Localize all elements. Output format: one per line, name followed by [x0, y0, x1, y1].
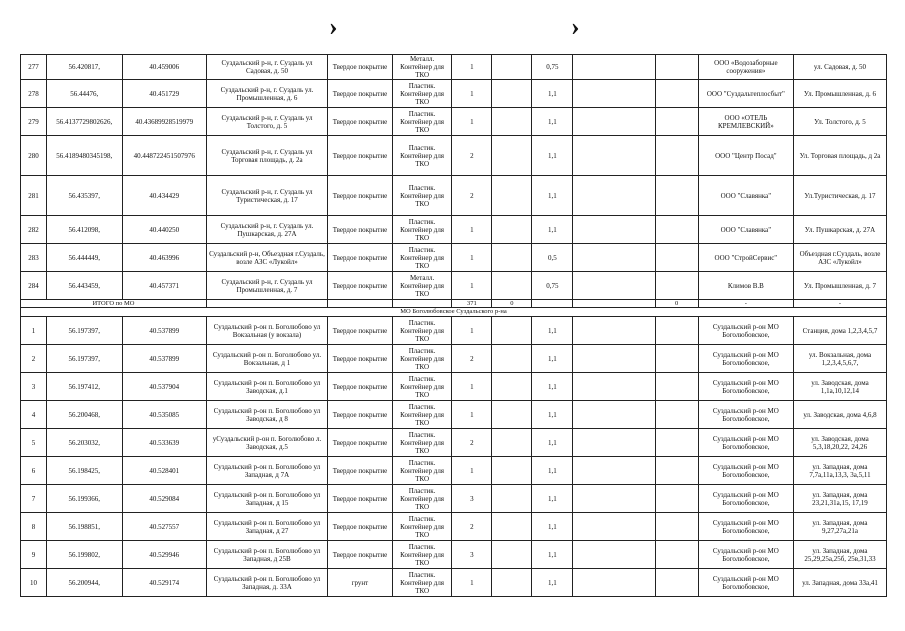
- container-volume: 0,5: [532, 244, 573, 272]
- register-total-block: [21, 300, 887, 317]
- table-row: [21, 244, 887, 272]
- container-volume: 1,1: [532, 429, 573, 457]
- column-7: [492, 55, 532, 80]
- column-10: [655, 373, 698, 401]
- longitude: 40.535085: [122, 401, 206, 429]
- container-count: 1: [452, 457, 492, 485]
- surface-type: Твердое покрытие: [328, 272, 393, 300]
- site-owner: ООО "Суздальтеплосбыт": [698, 80, 793, 108]
- table-row: [21, 457, 887, 485]
- container-count: 1: [452, 373, 492, 401]
- container-volume: 1,1: [532, 485, 573, 513]
- latitude: 56.4189480345198,: [46, 136, 122, 176]
- surface-type: Твердое покрытие: [328, 541, 393, 569]
- row-number: 3: [21, 373, 47, 401]
- punch-mark-right: ›: [571, 12, 580, 41]
- container-type: Пластик. Контейнер для ТКО: [392, 429, 451, 457]
- container-volume: 1,1: [532, 457, 573, 485]
- site-owner: Суздальский р-он МО Боголюбовское,: [698, 485, 793, 513]
- table-row: [21, 485, 887, 513]
- container-count: 1: [452, 80, 492, 108]
- container-count: 1: [452, 317, 492, 345]
- surface-type: Твердое покрытие: [328, 485, 393, 513]
- site-address: Суздальский р-он п. Боголюбово ул Западная, д 25В: [206, 541, 327, 569]
- latitude: 56.443459,: [46, 272, 122, 300]
- latitude: 56.412098,: [46, 216, 122, 244]
- site-owner: Климов В.В: [698, 272, 793, 300]
- container-type: Пластик. Контейнер для ТКО: [392, 244, 451, 272]
- column-9: [573, 401, 655, 429]
- longitude: 40.440250: [122, 216, 206, 244]
- row-number: 1: [21, 317, 47, 345]
- table-row: [21, 136, 887, 176]
- container-volume: 0,75: [532, 272, 573, 300]
- served-addresses: ул. Садовая, д. 50: [793, 55, 886, 80]
- column-9: [573, 108, 655, 136]
- row-number: 5: [21, 429, 47, 457]
- site-address: Суздальский р-он п. Боголюбово ул Заводская, д 8: [206, 401, 327, 429]
- column-7: [492, 345, 532, 373]
- site-address: Суздальский р-н, г. Суздаль ул Промышленная, д. 7: [206, 272, 327, 300]
- latitude: 56.435397,: [46, 176, 122, 216]
- column-9: [573, 216, 655, 244]
- container-count: 1: [452, 401, 492, 429]
- table-row: [21, 272, 887, 300]
- site-owner: Суздальский р-он МО Боголюбовское,: [698, 569, 793, 597]
- table-row: [21, 541, 887, 569]
- container-count: 1: [452, 272, 492, 300]
- surface-type: Твердое покрытие: [328, 244, 393, 272]
- served-addresses: Ул. Промышленная, д. 7: [793, 272, 886, 300]
- container-volume: 1,1: [532, 569, 573, 597]
- container-type: Пластик. Контейнер для ТКО: [392, 317, 451, 345]
- table-row: [21, 55, 887, 80]
- container-volume: 1,1: [532, 216, 573, 244]
- surface-type: Твердое покрытие: [328, 317, 393, 345]
- surface-type: Твердое покрытие: [328, 80, 393, 108]
- latitude: 56.197397,: [46, 345, 122, 373]
- column-10: [655, 541, 698, 569]
- site-address: Суздальский р-он п. Боголюбово ул Западная, д. 33А: [206, 569, 327, 597]
- surface-type: Твердое покрытие: [328, 345, 393, 373]
- served-addresses: ул. Вокзальная, дома 1,2,3,4,5,6,7,: [793, 345, 886, 373]
- longitude: 40.457371: [122, 272, 206, 300]
- container-volume: 1,1: [532, 108, 573, 136]
- table-row: [21, 108, 887, 136]
- site-address: Суздальский р-н, г. Суздаль ул Торговая площадь, д. 2а: [206, 136, 327, 176]
- site-address: Суздальский р-н, г. Суздаль ул Туристическая, д. 17: [206, 176, 327, 216]
- container-volume: 0,75: [532, 55, 573, 80]
- column-7: [492, 108, 532, 136]
- latitude: 56.197412,: [46, 373, 122, 401]
- container-volume: 1,1: [532, 136, 573, 176]
- served-addresses: ул. Заводская, дома 4,6,8: [793, 401, 886, 429]
- column-9: [573, 136, 655, 176]
- column-9: [573, 429, 655, 457]
- container-type: Пластик. Контейнер для ТКО: [392, 345, 451, 373]
- total-location: -: [793, 300, 886, 308]
- served-addresses: ул. Западная, дома 25,29,25а,25б, 25в,31,33: [793, 541, 886, 569]
- container-count: 1: [452, 244, 492, 272]
- site-address: Суздальский р-н, г. Суздаль ул. Промышленная, д. 6: [206, 80, 327, 108]
- column-9: [573, 55, 655, 80]
- surface-type: Твердое покрытие: [328, 429, 393, 457]
- site-owner: Суздальский р-он МО Боголюбовское,: [698, 373, 793, 401]
- column-9: [573, 345, 655, 373]
- container-type: Пластик. Контейнер для ТКО: [392, 80, 451, 108]
- latitude: 56.199802,: [46, 541, 122, 569]
- table-row: [21, 513, 887, 541]
- longitude: 40.463996: [122, 244, 206, 272]
- served-addresses: ул. Западная, дома 23,21,31а,15, 17,19: [793, 485, 886, 513]
- container-type: Металл. Контейнер для ТКО: [392, 272, 451, 300]
- container-type: Пластик. Контейнер для ТКО: [392, 485, 451, 513]
- latitude: 56.444449,: [46, 244, 122, 272]
- site-owner: ООО «Водозаборные сооружения»: [698, 55, 793, 80]
- row-number: 280: [21, 136, 47, 176]
- column-9: [573, 485, 655, 513]
- table-row: [21, 569, 887, 597]
- column-10: [655, 345, 698, 373]
- column-7: [492, 373, 532, 401]
- total-count: 371: [452, 300, 492, 308]
- site-address: Суздальский р-н, г. Суздаль ул. Пушкарская, д. 27А: [206, 216, 327, 244]
- site-owner: ООО "Славянка": [698, 216, 793, 244]
- column-10: [655, 513, 698, 541]
- column-7: [492, 244, 532, 272]
- latitude: 56.420817,: [46, 55, 122, 80]
- site-owner: Суздальский р-он МО Боголюбовское,: [698, 401, 793, 429]
- site-address: Суздальский р-н, г. Суздаль ул Садовая, д. 50: [206, 55, 327, 80]
- longitude: 40.434429: [122, 176, 206, 216]
- latitude: 56.200468,: [46, 401, 122, 429]
- site-address: Суздальский р-н, Объездная г.Суздаль, возле АЗС «Лукойл»: [206, 244, 327, 272]
- row-number: 277: [21, 55, 47, 80]
- container-type: Пластик. Контейнер для ТКО: [392, 541, 451, 569]
- served-addresses: Ул.Туристическая, д. 17: [793, 176, 886, 216]
- site-owner: Суздальский р-он МО Боголюбовское,: [698, 345, 793, 373]
- latitude: 56.44476,: [46, 80, 122, 108]
- container-volume: 1,1: [532, 541, 573, 569]
- row-number: 279: [21, 108, 47, 136]
- total-owner: -: [698, 300, 793, 308]
- column-9: [573, 569, 655, 597]
- surface-type: Твердое покрытие: [328, 373, 393, 401]
- container-type: Пластик. Контейнер для ТКО: [392, 176, 451, 216]
- total-col10: 0: [655, 300, 698, 308]
- container-volume: 1,1: [532, 317, 573, 345]
- served-addresses: Ул. Промышленная, д. 6: [793, 80, 886, 108]
- column-7: [492, 457, 532, 485]
- column-10: [655, 272, 698, 300]
- column-10: [655, 401, 698, 429]
- latitude: 56.198851,: [46, 513, 122, 541]
- container-type: Пластик. Контейнер для ТКО: [392, 401, 451, 429]
- column-7: [492, 272, 532, 300]
- row-number: 10: [21, 569, 47, 597]
- column-10: [655, 108, 698, 136]
- column-7: [492, 80, 532, 108]
- longitude: 40.43689928519979: [122, 108, 206, 136]
- table-row: [21, 176, 887, 216]
- longitude: 40.451729: [122, 80, 206, 108]
- container-volume: 1,1: [532, 176, 573, 216]
- waste-sites-register-table: [20, 54, 887, 597]
- container-type: Пластик. Контейнер для ТКО: [392, 373, 451, 401]
- longitude: 40.527557: [122, 513, 206, 541]
- column-7: [492, 317, 532, 345]
- section-header-row: [21, 308, 887, 317]
- surface-type: Твердое покрытие: [328, 457, 393, 485]
- site-address: Суздальский р-он п. Боголюбово ул Западная, д 7А: [206, 457, 327, 485]
- site-address: Суздальский р-н, г. Суздаль ул Толстого, д. 5: [206, 108, 327, 136]
- row-number: 281: [21, 176, 47, 216]
- total-label: ИТОГО по МО: [21, 300, 207, 308]
- column-10: [655, 485, 698, 513]
- column-10: [655, 136, 698, 176]
- surface-type: Твердое покрытие: [328, 108, 393, 136]
- column-9: [573, 513, 655, 541]
- surface-type: Твердое покрытие: [328, 401, 393, 429]
- served-addresses: ул. Заводская, дома 1,1а,10,12,14: [793, 373, 886, 401]
- column-10: [655, 429, 698, 457]
- surface-type: Твердое покрытие: [328, 176, 393, 216]
- container-volume: 1,1: [532, 513, 573, 541]
- latitude: 56.199366,: [46, 485, 122, 513]
- column-7: [492, 176, 532, 216]
- row-number: 7: [21, 485, 47, 513]
- column-7: [492, 136, 532, 176]
- container-count: 1: [452, 108, 492, 136]
- longitude: 40.529946: [122, 541, 206, 569]
- container-count: 2: [452, 136, 492, 176]
- site-owner: Суздальский р-он МО Боголюбовское,: [698, 457, 793, 485]
- column-9: [573, 541, 655, 569]
- surface-type: Твердое покрытие: [328, 136, 393, 176]
- longitude: 40.533639: [122, 429, 206, 457]
- container-type: Металл. Контейнер для ТКО: [392, 55, 451, 80]
- longitude: 40.528401: [122, 457, 206, 485]
- container-count: 2: [452, 429, 492, 457]
- row-number: 8: [21, 513, 47, 541]
- longitude: 40.529174: [122, 569, 206, 597]
- surface-type: Твердое покрытие: [328, 55, 393, 80]
- column-7: [492, 513, 532, 541]
- longitude: 40.537904: [122, 373, 206, 401]
- container-type: Пластик. Контейнер для ТКО: [392, 216, 451, 244]
- table-row: [21, 216, 887, 244]
- served-addresses: Ул. Пушкарская, д. 27А: [793, 216, 886, 244]
- served-addresses: Объездная г.Суздаль, возле АЗС «Лукойл»: [793, 244, 886, 272]
- longitude: 40.537899: [122, 345, 206, 373]
- column-9: [573, 272, 655, 300]
- row-number: 2: [21, 345, 47, 373]
- column-9: [573, 244, 655, 272]
- site-owner: Суздальский р-он МО Боголюбовское,: [698, 541, 793, 569]
- container-type: Пластик. Контейнер для ТКО: [392, 513, 451, 541]
- column-10: [655, 569, 698, 597]
- table-row: [21, 80, 887, 108]
- column-7: [492, 569, 532, 597]
- table-row: [21, 317, 887, 345]
- site-owner: ООО «ОТЕЛЬ КРЕМЛЕВСКИЙ»: [698, 108, 793, 136]
- row-number: 4: [21, 401, 47, 429]
- longitude: 40.537899: [122, 317, 206, 345]
- column-7: [492, 429, 532, 457]
- container-count: 2: [452, 176, 492, 216]
- site-owner: Суздальский р-он МО Боголюбовское,: [698, 513, 793, 541]
- container-type: Пластик. Контейнер для ТКО: [392, 457, 451, 485]
- row-number: 278: [21, 80, 47, 108]
- column-7: [492, 216, 532, 244]
- surface-type: грунт: [328, 569, 393, 597]
- table-row: [21, 429, 887, 457]
- column-7: [492, 485, 532, 513]
- longitude: 40.529084: [122, 485, 206, 513]
- table-row: [21, 373, 887, 401]
- latitude: 56.197397,: [46, 317, 122, 345]
- container-count: 2: [452, 345, 492, 373]
- column-10: [655, 176, 698, 216]
- served-addresses: Ул. Торговая площадь, д 2а: [793, 136, 886, 176]
- container-type: Пластик. Контейнер для ТКО: [392, 569, 451, 597]
- latitude: 56.200944,: [46, 569, 122, 597]
- container-type: Пластик. Контейнер для ТКО: [392, 136, 451, 176]
- latitude: 56.203032,: [46, 429, 122, 457]
- column-9: [573, 176, 655, 216]
- served-addresses: ул. Заводская, дома 5,3,18,20,22, 24,26: [793, 429, 886, 457]
- row-number: 282: [21, 216, 47, 244]
- table-row: [21, 401, 887, 429]
- column-10: [655, 244, 698, 272]
- latitude: 56.4137729802626,: [46, 108, 122, 136]
- served-addresses: Ул. Толстого, д. 5: [793, 108, 886, 136]
- latitude: 56.198425,: [46, 457, 122, 485]
- container-count: 3: [452, 541, 492, 569]
- column-7: [492, 541, 532, 569]
- container-count: 2: [452, 513, 492, 541]
- served-addresses: Станция, дома 1,2,3,4,5,7: [793, 317, 886, 345]
- served-addresses: ул. Западная, дома 33а,41: [793, 569, 886, 597]
- container-volume: 1,1: [532, 373, 573, 401]
- register-rows-second-block: [21, 317, 887, 597]
- column-10: [655, 80, 698, 108]
- column-7: [492, 401, 532, 429]
- total-col7: 0: [492, 300, 532, 308]
- surface-type: Твердое покрытие: [328, 513, 393, 541]
- site-owner: Суздальский р-он МО Боголюбовское,: [698, 429, 793, 457]
- site-address: Суздальский р-он п. Боголюбово ул Вокзальная (у вокзала): [206, 317, 327, 345]
- site-address: Суздальский р-он п. Боголюбово ул Заводская, д.1: [206, 373, 327, 401]
- column-9: [573, 317, 655, 345]
- row-number: 6: [21, 457, 47, 485]
- container-volume: 1,1: [532, 80, 573, 108]
- container-count: 1: [452, 569, 492, 597]
- column-10: [655, 317, 698, 345]
- site-address: Суздальский р-он п. Боголюбово ул Западная, д 15: [206, 485, 327, 513]
- container-count: 1: [452, 216, 492, 244]
- site-address: Суздальский р-он п. Боголюбово ул Западная, д 27: [206, 513, 327, 541]
- column-9: [573, 373, 655, 401]
- site-owner: ООО "Центр Посад": [698, 136, 793, 176]
- register-rows-first-block: [21, 55, 887, 300]
- container-volume: 1,1: [532, 401, 573, 429]
- container-count: 3: [452, 485, 492, 513]
- site-owner: ООО "Славянка": [698, 176, 793, 216]
- column-10: [655, 216, 698, 244]
- column-10: [655, 55, 698, 80]
- container-count: 1: [452, 55, 492, 80]
- site-owner: ООО "СтройСервис": [698, 244, 793, 272]
- served-addresses: ул. Западная, дома 7,7а,11а,13,3, 3а,5,11: [793, 457, 886, 485]
- punch-mark-left: ›: [329, 12, 338, 41]
- surface-type: Твердое покрытие: [328, 216, 393, 244]
- row-number: 284: [21, 272, 47, 300]
- section-title: МО Боголюбовское Суздальского р-на: [21, 308, 887, 317]
- table-row: [21, 345, 887, 373]
- row-number: 283: [21, 244, 47, 272]
- total-row: [21, 300, 887, 308]
- column-9: [573, 457, 655, 485]
- site-address: уСуздальский р-он п. Боголюбово л. Заводская, д.5: [206, 429, 327, 457]
- site-address: Суздальский р-он п. Боголюбово ул. Вокзальная, д 1: [206, 345, 327, 373]
- container-type: Пластик. Контейнер для ТКО: [392, 108, 451, 136]
- longitude: 40.459006: [122, 55, 206, 80]
- served-addresses: ул. Западная, дома 9,27,27а,21а: [793, 513, 886, 541]
- row-number: 9: [21, 541, 47, 569]
- container-volume: 1,1: [532, 345, 573, 373]
- column-9: [573, 80, 655, 108]
- column-10: [655, 457, 698, 485]
- site-owner: Суздальский р-он МО Боголюбовское,: [698, 317, 793, 345]
- longitude: 40.448722451507976: [122, 136, 206, 176]
